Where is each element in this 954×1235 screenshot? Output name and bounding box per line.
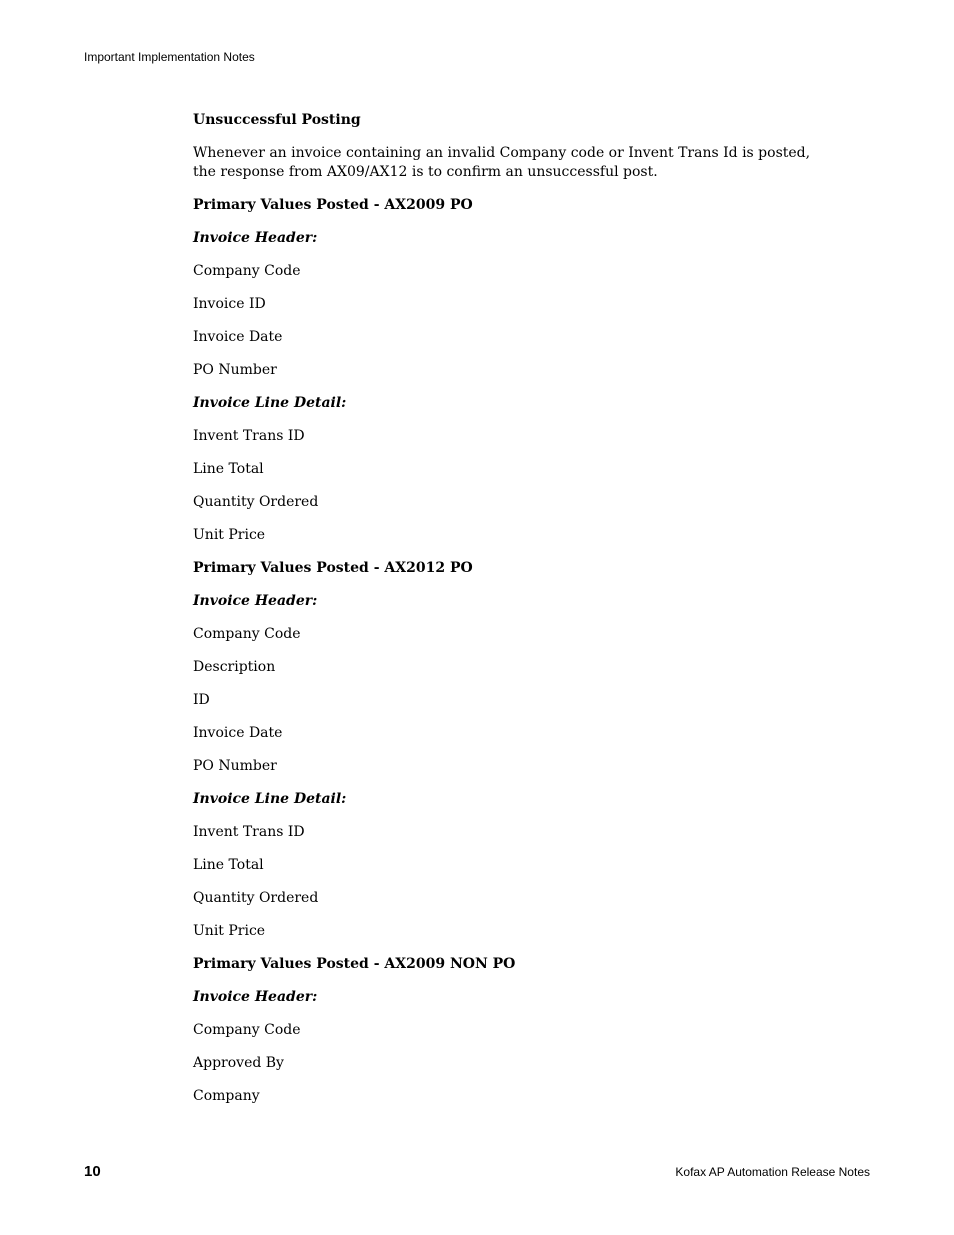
running-header: Important Implementation Notes [84,50,255,64]
group-label: Invoice Header: [193,230,318,246]
page-number: 10 [84,1163,101,1180]
field-item: Quantity Ordered [193,494,319,510]
field-item: Invent Trans ID [193,824,305,840]
section-heading: Primary Values Posted - AX2009 NON PO [193,956,516,972]
field-item: Description [193,659,276,675]
page-content [193,111,833,1120]
group-label: Invoice Header: [193,989,318,1005]
field-item: Invoice Date [193,725,283,741]
field-item: Unit Price [193,923,266,939]
field-item: ID [193,692,210,708]
field-item: Company [193,1088,260,1104]
field-item: Company Code [193,1022,301,1038]
section-heading: Unsuccessful Posting [193,112,361,128]
field-item: Quantity Ordered [193,890,319,906]
field-item: Invoice ID [193,296,266,312]
field-item: Company Code [193,263,301,279]
group-label: Invoice Line Detail: [193,395,347,411]
section-heading: Primary Values Posted - AX2012 PO [193,560,473,576]
field-item: PO Number [193,362,277,378]
body-paragraph: Whenever an invoice containing an invalid Company code or Invent Trans Id is posted, the response from AX09/AX12 is to confirm an unsuccessful post. [193,145,811,180]
field-item: Invoice Date [193,329,283,345]
group-label: Invoice Line Detail: [193,791,347,807]
field-item: Invent Trans ID [193,428,305,444]
group-label: Invoice Header: [193,593,318,609]
field-item: Line Total [193,461,264,477]
running-footer: Kofax AP Automation Release Notes [675,1165,870,1179]
field-item: Line Total [193,857,264,873]
field-item: Unit Price [193,527,266,543]
field-item: Company Code [193,626,301,642]
section-heading: Primary Values Posted - AX2009 PO [193,197,473,213]
field-item: Approved By [193,1055,284,1071]
field-item: PO Number [193,758,277,774]
